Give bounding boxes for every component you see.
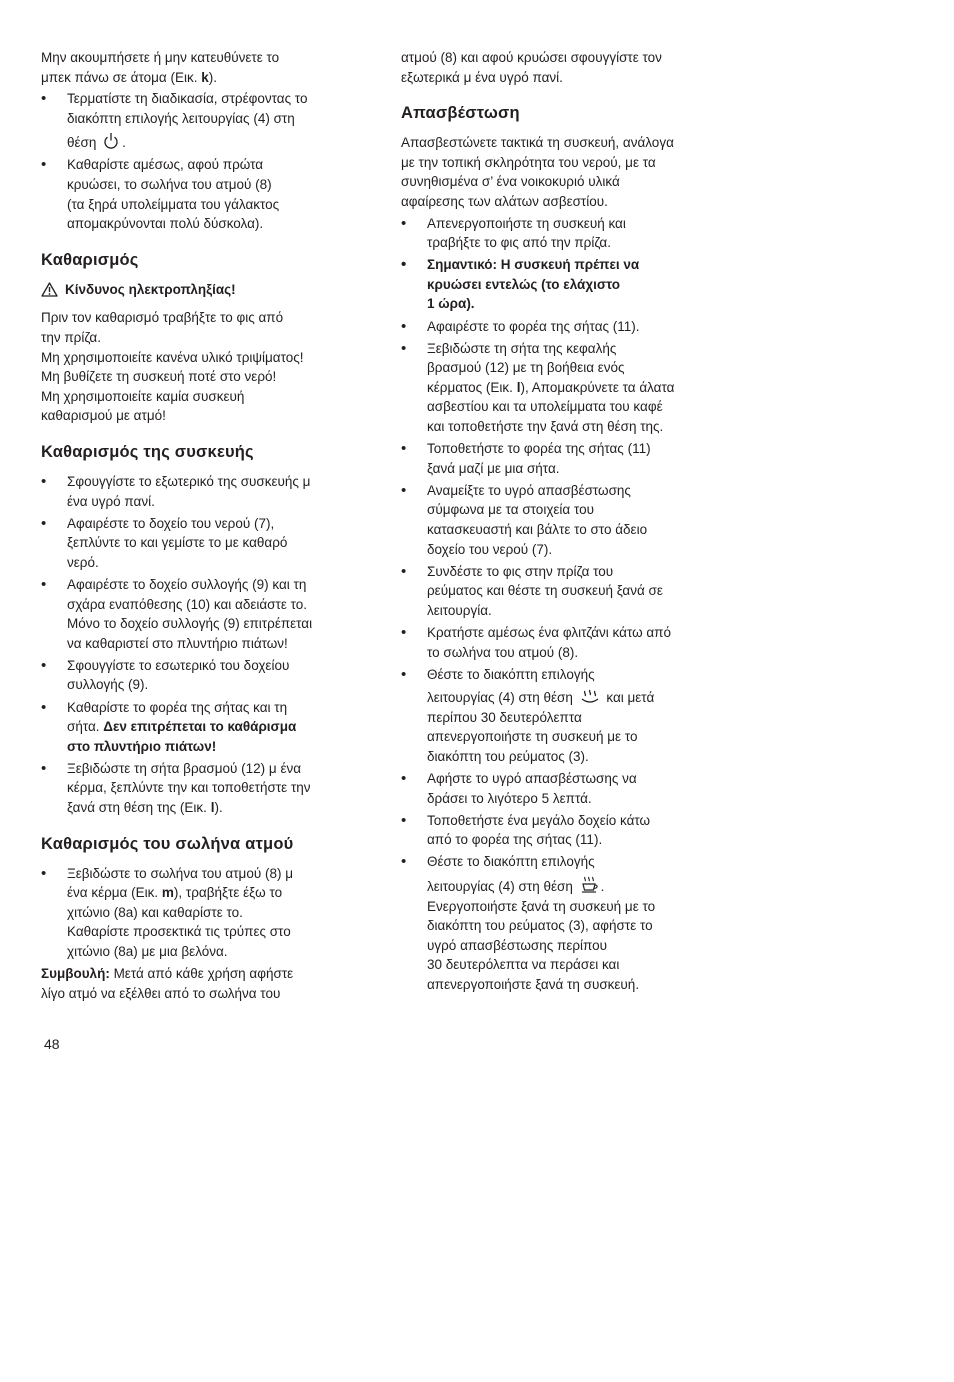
right-column — [401, 48, 731, 997]
coffee-icon — [580, 876, 598, 894]
left-column — [41, 48, 369, 1003]
descaling-list — [401, 214, 731, 995]
descaling-heading: Απασβέστωση — [401, 104, 520, 123]
list-item: • Θέστε το διακόπτη επιλογής λειτουργίας (4) στη θέση και μετά περίπου 30 δευτερόλεπτα απενεργοποιήστε τη συσκευή με το διακόπτη του ρεύματος (3). — [401, 665, 731, 767]
list-item-important: • Σημαντικό: Η συσκευή πρέπει να κρυώσει εντελώς (το ελάχιστο 1 ώρα). — [401, 255, 731, 314]
list-item: • Ξεβιδώστε τη σήτα βρασμού (12) μ ένα κέρμα, ξεπλύντε την και τοποθετήστε την ξανά στη θέση της (Εικ. l). — [41, 759, 369, 818]
tip-text: Συμβουλή: Μετά από κάθε χρήση αφήστε λίγο ατμό να εξέλθει από το σωλήνα του — [41, 966, 294, 1001]
list-item: • Αφαιρέστε το δοχείο του νερού (7), ξεπλύντε το και γεμίστε το με καθαρό νερό. — [41, 514, 369, 573]
list-item: • Αναμείξτε το υγρό απασβέστωσης σύμφωνα με τα στοιχεία του κατασκευαστή και βάλτε το στο άδειο δοχείο του νερού (7). — [401, 481, 731, 559]
list-item: • Τοποθετήστε ένα μεγάλο δοχείο κάτω από το φορέα της σήτας (11). — [401, 811, 731, 850]
cleaning-text: Πριν τον καθαρισμό τραβήξτε το φις από την πρίζα. Μη χρησιμοποιείτε κανένα υλικό τριψίματος! Μη βυθίζετε τη συσκευή ποτέ στο νερό! Μη χρησιμοποιείτε καμία συσκευή καθαρισμού με ατμό! — [41, 310, 304, 424]
list-item: • Αφαιρέστε το δοχείο συλλογής (9) και τη σχάρα εναπόθεσης (10) και αδειάστε το. Μόνο το δοχείο συλλογής (9) επιτρέπεται να καθαριστεί στο πλυντήριο πιάτων! — [41, 575, 369, 653]
list-item: • Τοποθετήστε το φορέα της σήτας (11) ξανά μαζί με μια σήτα. — [401, 439, 731, 478]
device-cleaning-heading: Καθαρισμός της συσκευής — [41, 443, 254, 461]
continuation-text: ατμού (8) και αφού κρυώσει σφουγγίστε τον εξωτερικά μ ένα υγρό πανί. — [401, 50, 662, 85]
page-number: 48 — [44, 1036, 60, 1052]
list-item: • Σφουγγίστε το εξωτερικό της συσκευής μ ένα υγρό πανί. — [41, 472, 369, 511]
list-item: • Κρατήστε αμέσως ένα φλιτζάνι κάτω από το σωλήνα του ατμού (8). — [401, 623, 731, 662]
list-item: • Ξεβιδώστε το σωλήνα του ατμού (8) μ ένα κέρμα (Εικ. m), τραβήξτε έξω το χιτώνιο (8a) και καθαρίστε το. Καθαρίστε προσεκτικά τις τρύπες στο χιτώνιο (8a) με μια βελόνα. — [41, 864, 369, 962]
steam-icon — [580, 689, 600, 705]
steam-end-list — [41, 89, 369, 234]
steam-pipe-list — [41, 864, 369, 962]
steam-pipe-heading: Καθαρισμός του σωλήνα ατμού — [41, 834, 294, 853]
list-item: • Απενεργοποιήστε τη συσκευή και τραβήξτε το φις από την πρίζα. — [401, 214, 731, 253]
cleaning-heading: Καθαρισμός — [41, 250, 139, 269]
list-item: • Σφουγγίστε το εσωτερικό του δοχείου συλλογής (9). — [41, 656, 369, 695]
power-icon — [103, 132, 119, 150]
device-cleaning-list — [41, 472, 369, 818]
list-item: • Καθαρίστε το φορέα της σήτας και τη σήτα. Δεν επιτρέπεται το καθάρισμα στο πλυντήριο πιάτων! — [41, 698, 369, 757]
list-item: • Αφαιρέστε το φορέα της σήτας (11). — [401, 317, 731, 337]
warning-triangle-icon — [41, 282, 58, 297]
list-item: • Ξεβιδώστε τη σήτα της κεφαλής βρασμού (12) με τη βοήθεια ενός κέρματος (Εικ. l), Απομακρύνετε τα άλατα ασβεστίου και τα υπολείμματα του καφέ και τοποθετήστε την ξανά στη θέση της. — [401, 339, 731, 437]
list-item: • Τερματίστε τη διαδικασία, στρέφοντας το διακόπτη επιλογής λειτουργίας (4) στη θέση . — [41, 89, 369, 153]
list-item: • Συνδέστε το φις στην πρίζα του ρεύματος και θέστε τη συσκευή ξανά σε λειτουργία. — [401, 562, 731, 621]
list-item: • Αφήστε το υγρό απασβέστωσης να δράσει το λιγότερο 5 λεπτά. — [401, 769, 731, 808]
intro-text: Μην ακουμπήσετε ή μην κατευθύνετε το μπεκ πάνω σε άτομα (Εικ. k). — [41, 50, 280, 85]
descaling-intro: Απασβεστώνετε τακτικά τη συσκευή, ανάλογα με την τοπική σκληρότητα του νερού, με τα συνηθισμένα σ’ ένα νοικοκυριό υλικά αφαίρεσης των αλάτων ασβεστίου. — [401, 135, 674, 209]
list-item: • Θέστε το διακόπτη επιλογής λειτουργίας (4) στη θέση . Ενεργοποιήστε ξανά τη συσκευή με το διακόπτη του ρεύματος (3), αφήστε το υγρό απασβέστωσης περίπου 30 δευτερόλεπτα να περάσει και απενεργοποιήστε ξανά τη συσκευή. — [401, 852, 731, 994]
warning-line: Κίνδυνος ηλεκτροπληξίας! — [41, 280, 369, 300]
list-item: • Καθαρίστε αμέσως, αφού πρώτα κρυώσει, το σωλήνα του ατμού (8) (τα ξηρά υπολείμματα του γάλακτος απομακρύνονται πολύ δύσκολα). — [41, 155, 369, 233]
